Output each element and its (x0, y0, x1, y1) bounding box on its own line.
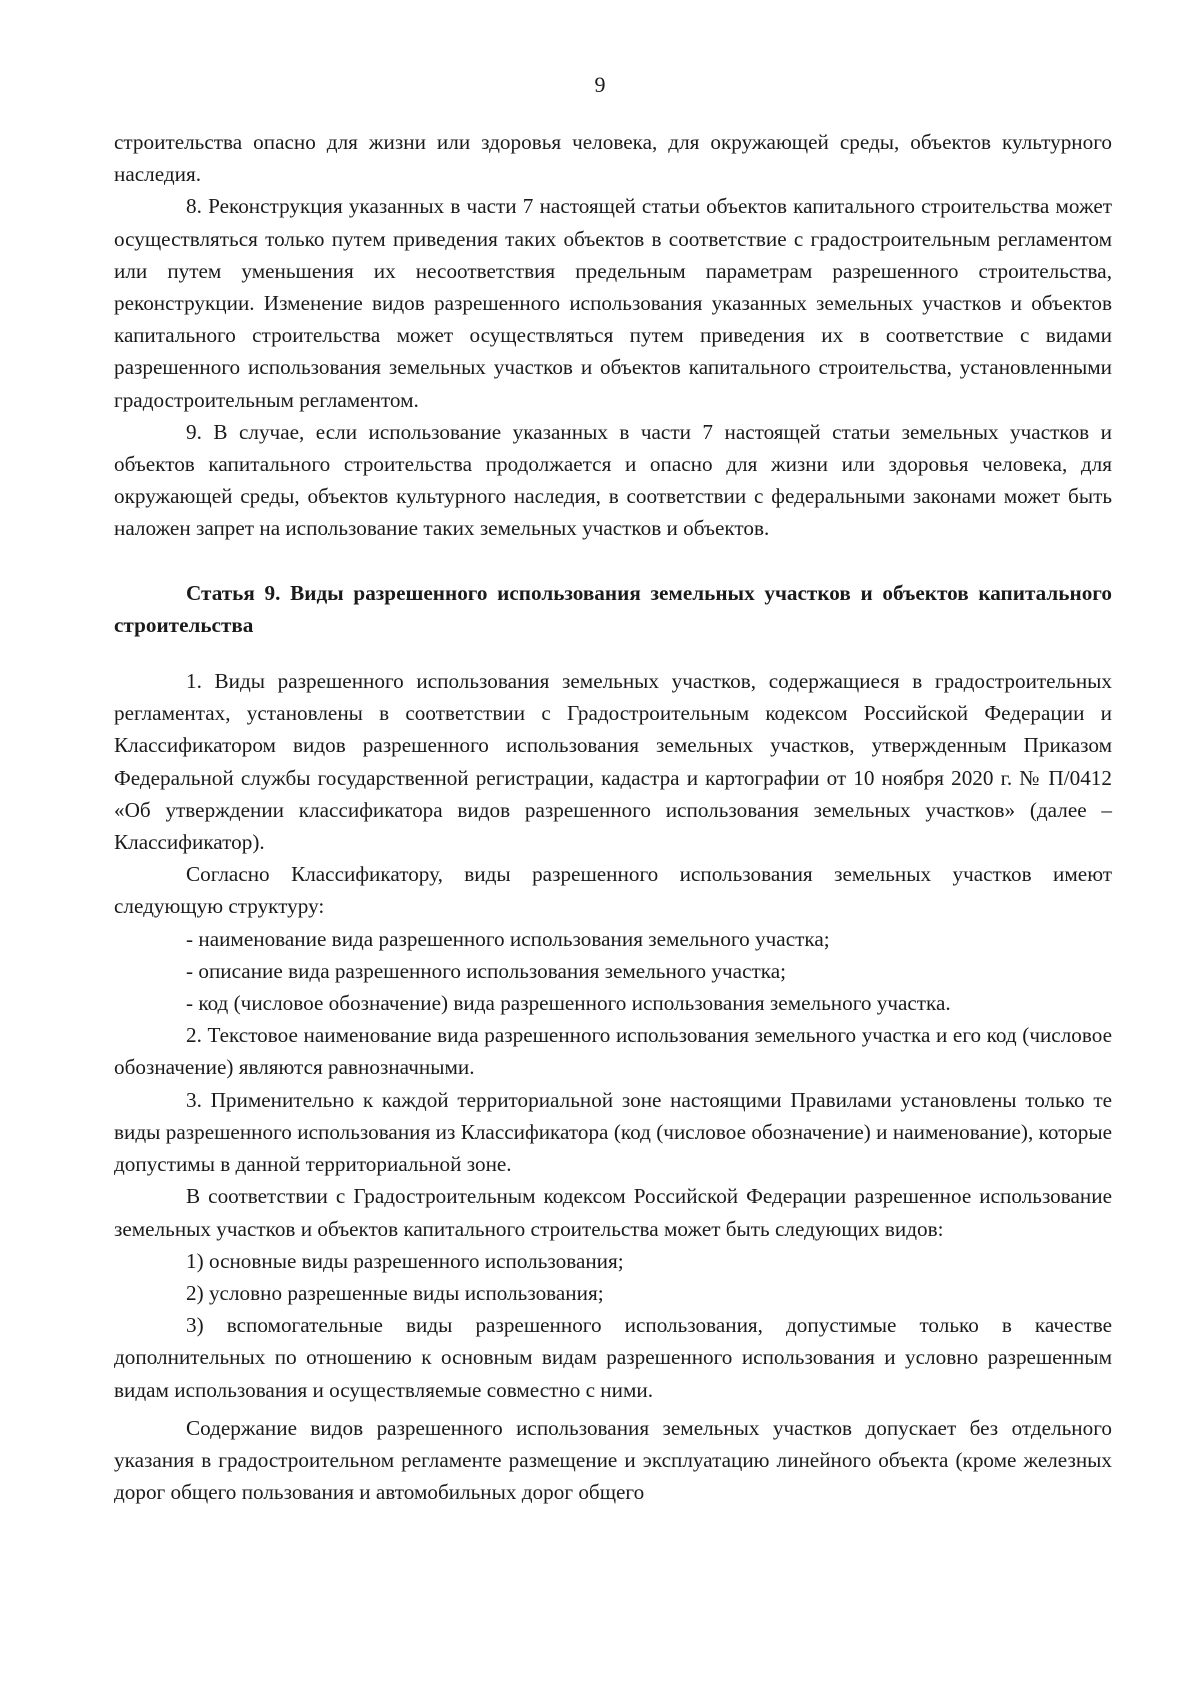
list-item-code: - код (числовое обозначение) вида разрешенного использования земельного участка. (186, 991, 951, 1016)
paragraph-item-1: 1. Виды разрешенного использования земельных участков, содержащиеся в градостроительных регламентах, установлены в соответствии с Градостроительным кодексом Российской Федерации и Классификатором видов разрешенного использования земельных участков, утвержденным Приказом Федеральной службы государственной регистрации, кадастра и картографии от 10 ноября 2020 г. № П/0412 «Об утверждении классификатора видов разрешенного использования земельных участков» (далее – Классификатор). (114, 669, 1118, 855)
paragraph-permitted-use-types: В соответствии с Градостроительным кодексом Российской Федерации разрешенное использование земельных участков и объектов капитального строительства может быть следующих видов: (114, 1184, 1118, 1241)
paragraph-item-2: 2. Текстовое наименование вида разрешенного использования земельного участка и его код (числовое обозначение) являются равнозначными. (114, 1023, 1118, 1080)
list-item-name: - наименование вида разрешенного использования земельного участка; (186, 926, 830, 951)
document-body (114, 126, 1118, 1508)
paragraph-continuation: строительства опасно для жизни или здоровья человека, для окружающей среды, объектов культурного наследия. (114, 130, 1118, 187)
section-gap (114, 641, 1112, 665)
paragraph-item-9: 9. В случае, если использование указанных в части 7 настоящей статьи земельных участков и объектов капитального строительства продолжается и опасно для жизни или здоровья человека, для окружающей среды, объектов культурного наследия, в соответствии с федеральными законами может быть наложен запрет на использование таких земельных участков и объектов. (114, 419, 1118, 541)
list-item-main-types: 1) основные виды разрешенного использования; (186, 1248, 624, 1273)
page-number: 9 (594, 72, 606, 97)
paragraph-item-8: 8. Реконструкция указанных в части 7 настоящей статьи объектов капитального строительства может осуществляться только путем приведения таких объектов в соответствие с градостроительным регламентом или путем уменьшения их несоответствия предельным параметрам разрешенного строительства, реконструкции. Изменение видов разрешенного использования указанных земельных участков и объектов капитального строительства может осуществляться путем приведения их в соответствие с видами разрешенного использования земельных участков и объектов капитального строительства, установленными градостроительным регламентом. (114, 194, 1118, 412)
list-item-conditional-types: 2) условно разрешенные виды использования; (186, 1280, 604, 1305)
list-item-description: - описание вида разрешенного использования земельного участка; (186, 958, 787, 983)
section-gap (114, 545, 1112, 577)
paragraph-linear-object: Содержание видов разрешенного использования земельных участков допускает без отдельного указания в градостроительном регламенте размещение и эксплуатацию линейного объекта (кроме железных дорог общего пользования и автомобильных дорог общего (114, 1415, 1118, 1505)
paragraph-item-3: 3. Применительно к каждой территориальной зоне настоящими Правилами установлены только те виды разрешенного использования из Классификатора (код (числовое обозначение) и наименование), которые допустимы в данной территориальной зоне. (114, 1087, 1118, 1177)
article-heading: Статья 9. Виды разрешенного использования земельных участков и объектов капитального строительства (114, 580, 1112, 637)
paragraph-classifier-structure: Согласно Классификатору, виды разрешенного использования земельных участков имеют следующую структуру: (114, 862, 1118, 919)
list-item-auxiliary-types: 3) вспомогательные виды разрешенного использования, допустимые только в качестве дополнительных по отношению к основным видам разрешенного использования и условно разрешенным видам использования и осуществляемые совместно с ними. (114, 1313, 1118, 1402)
